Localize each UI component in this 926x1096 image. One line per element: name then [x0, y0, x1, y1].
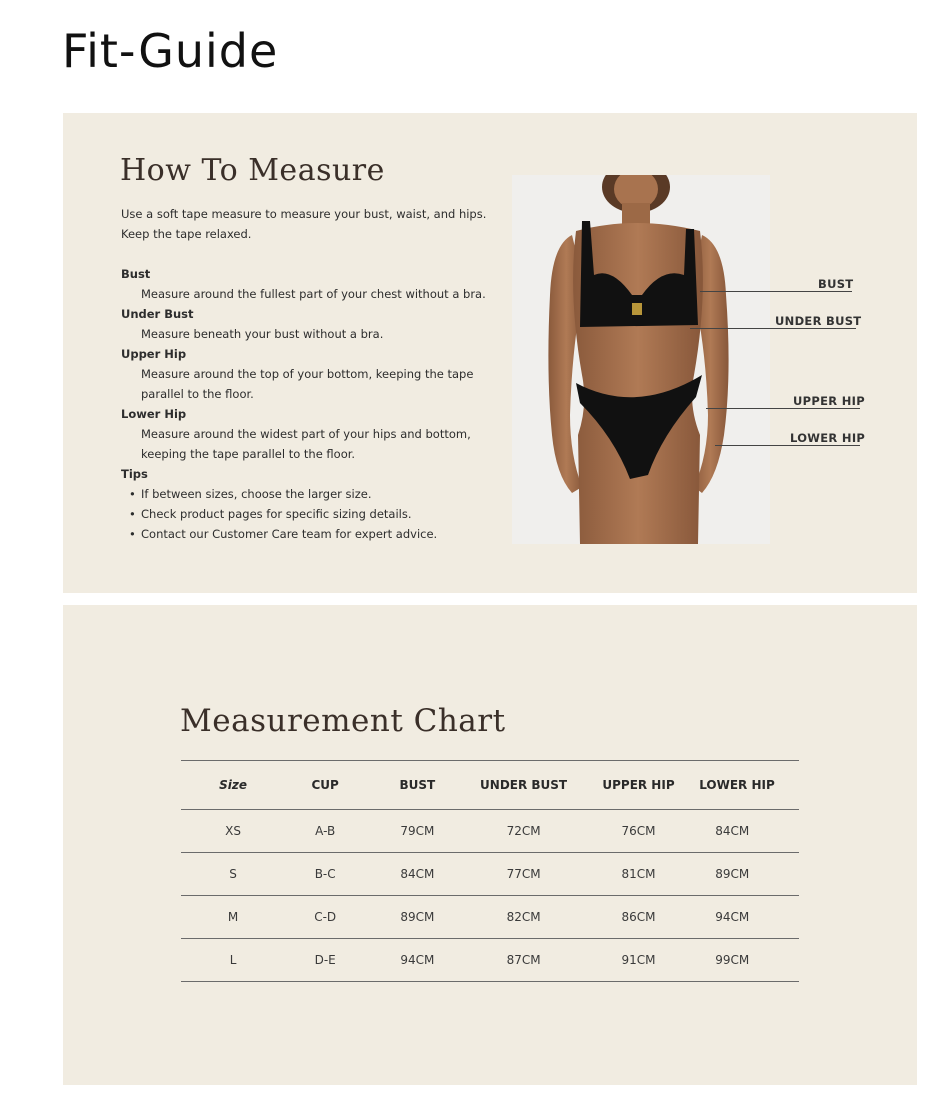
column-header-cup: CUP — [285, 761, 365, 810]
callout-line-lower-hip — [715, 445, 860, 446]
size-table — [181, 760, 799, 982]
callout-under-bust: UNDER BUST — [775, 314, 862, 328]
table-cell: B-C — [285, 853, 365, 896]
callout-line-upper-hip — [706, 408, 860, 409]
table-cell: 94CM — [699, 896, 799, 939]
table-cell: M — [181, 896, 285, 939]
table-header-row — [181, 761, 799, 810]
tips-list — [121, 484, 501, 544]
table-row — [181, 939, 799, 982]
callout-upper-hip: UPPER HIP — [793, 394, 865, 408]
table-cell: 77CM — [469, 853, 577, 896]
table-cell: D-E — [285, 939, 365, 982]
column-header-size: Size — [181, 761, 285, 810]
table-cell: 89CM — [365, 896, 469, 939]
table-cell: XS — [181, 810, 285, 853]
desc-bust: Measure around the fullest part of your chest without a bra. — [141, 287, 486, 301]
term-upper-hip: Upper Hip — [121, 347, 187, 361]
column-header-upper-hip: UPPER HIP — [578, 761, 699, 810]
term-lower-hip: Lower Hip — [121, 407, 187, 421]
model-photo — [512, 175, 770, 544]
intro-line: Use a soft tape measure to measure your bust, waist, and hips. — [121, 207, 487, 221]
desc-lower-hip: Measure around the widest part of your hips and bottom, — [141, 427, 471, 441]
table-cell: C-D — [285, 896, 365, 939]
table-cell: S — [181, 853, 285, 896]
table-cell: 94CM — [365, 939, 469, 982]
table-cell: 72CM — [469, 810, 577, 853]
column-header-lower-hip: LOWER HIP — [699, 761, 799, 810]
table-cell: 87CM — [469, 939, 577, 982]
table-cell: 89CM — [699, 853, 799, 896]
table-cell: 81CM — [578, 853, 699, 896]
measure-instructions — [121, 204, 501, 544]
table-cell: 91CM — [578, 939, 699, 982]
tips-label: Tips — [121, 467, 148, 481]
desc-upper-hip: Measure around the top of your bottom, keeping the tape — [141, 367, 474, 381]
page-title: Fit-Guide — [62, 24, 279, 78]
table-cell: 84CM — [365, 853, 469, 896]
table-cell: A-B — [285, 810, 365, 853]
callout-line-bust — [700, 291, 852, 292]
table-cell: 82CM — [469, 896, 577, 939]
table-row — [181, 853, 799, 896]
column-header-under-bust: UNDER BUST — [469, 761, 577, 810]
measurement-chart-heading: Measurement Chart — [180, 703, 506, 739]
how-to-measure-panel — [63, 113, 917, 593]
tip-item: • If between sizes, choose the larger size. — [141, 484, 501, 504]
desc-upper-hip: parallel to the floor. — [141, 387, 254, 401]
how-to-measure-heading: How To Measure — [120, 153, 385, 188]
tip-item: • Contact our Customer Care team for expert advice. — [141, 524, 501, 544]
term-under-bust: Under Bust — [121, 307, 194, 321]
table-cell: 99CM — [699, 939, 799, 982]
measurement-chart-panel — [63, 605, 917, 1085]
desc-under-bust: Measure beneath your bust without a bra. — [141, 327, 384, 341]
intro-line: Keep the tape relaxed. — [121, 227, 252, 241]
column-header-bust: BUST — [365, 761, 469, 810]
callout-line-under-bust — [690, 328, 856, 329]
table-cell: 84CM — [699, 810, 799, 853]
term-bust: Bust — [121, 267, 151, 281]
table-cell: 76CM — [578, 810, 699, 853]
table-cell: L — [181, 939, 285, 982]
table-cell: 86CM — [578, 896, 699, 939]
desc-lower-hip: keeping the tape parallel to the floor. — [141, 447, 356, 461]
tip-item: • Check product pages for specific sizing details. — [141, 504, 501, 524]
callout-lower-hip: LOWER HIP — [790, 431, 866, 445]
table-row — [181, 896, 799, 939]
table-row — [181, 810, 799, 853]
callout-bust: BUST — [818, 277, 854, 291]
model-illustration — [512, 175, 770, 544]
table-cell: 79CM — [365, 810, 469, 853]
